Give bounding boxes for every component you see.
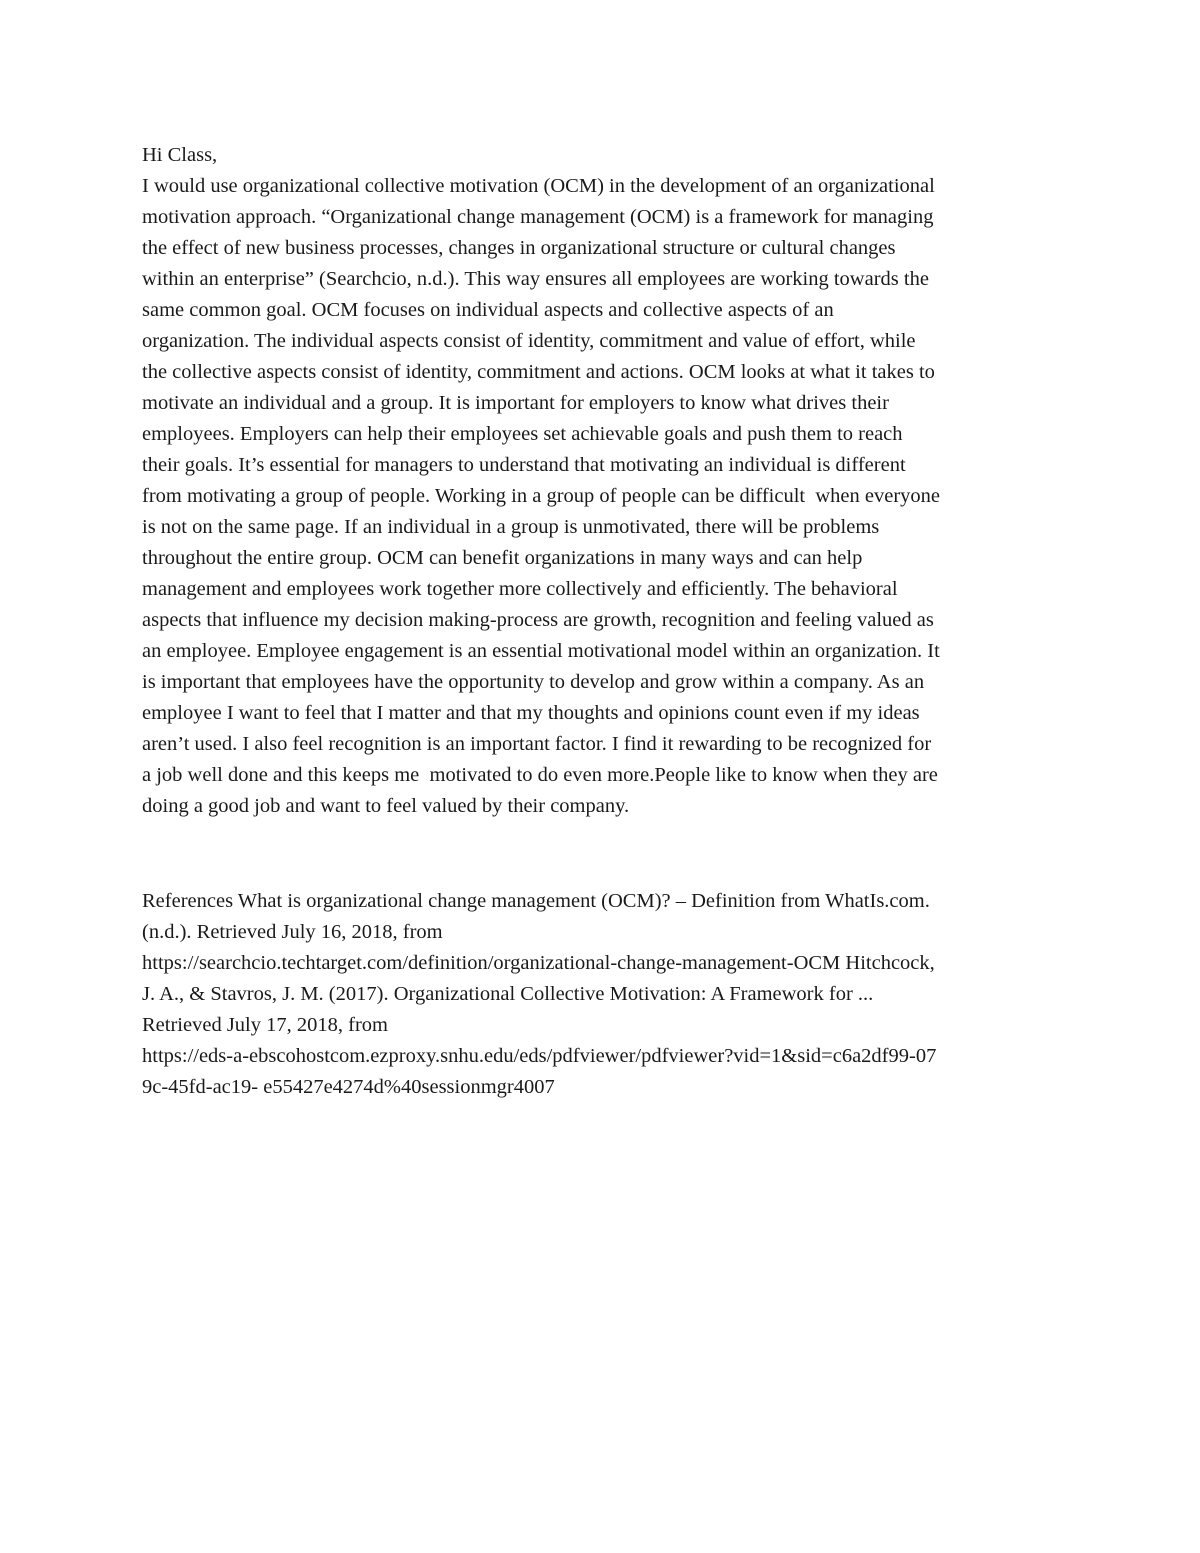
body-line: management and employees work together more collectively and efficiently. The behavioral (142, 578, 898, 600)
body-line: within an enterprise” (Searchcio, n.d.). This way ensures all employees are working towards the (142, 268, 929, 290)
discussion-post-body (142, 140, 1072, 822)
body-line: aspects that influence my decision making-process are growth, recognition and feeling valued as (142, 609, 934, 631)
greeting-line: Hi Class, (142, 144, 218, 166)
reference-line: J. A., & Stavros, J. M. (2017). Organizational Collective Motivation: A Framework for ... (142, 983, 874, 1005)
references-section (142, 886, 1072, 1103)
body-line: motivate an individual and a group. It is important for employers to know what drives their (142, 392, 889, 414)
body-line: aren’t used. I also feel recognition is an important factor. I find it rewarding to be recognized for (142, 733, 932, 755)
reference-url-line: https://eds-a-ebscohostcom.ezproxy.snhu.edu/eds/pdfviewer/pdfviewer?vid=1&sid=c6a2df99-07 (142, 1045, 937, 1067)
body-line: an employee. Employee engagement is an essential motivational model within an organization. It (142, 640, 940, 662)
body-line: the effect of new business processes, changes in organizational structure or cultural changes (142, 237, 896, 259)
body-line: employee I want to feel that I matter and that my thoughts and opinions count even if my ideas (142, 702, 920, 724)
body-line: is not on the same page. If an individual in a group is unmotivated, there will be problems (142, 516, 880, 538)
reference-line: References What is organizational change management (OCM)? – Definition from WhatIs.com. (142, 890, 930, 912)
body-line: their goals. It’s essential for managers to understand that motivating an individual is different (142, 454, 906, 476)
reference-url-line: https://searchcio.techtarget.com/definition/organizational-change-management-OCM Hitchcock, (142, 952, 935, 974)
body-line: the collective aspects consist of identity, commitment and actions. OCM looks at what it takes to (142, 361, 935, 383)
body-line: same common goal. OCM focuses on individual aspects and collective aspects of an (142, 299, 834, 321)
body-line: a job well done and this keeps me motivated to do even more.People like to know when they are (142, 764, 938, 786)
body-line: is important that employees have the opportunity to develop and grow within a company. As an (142, 671, 925, 693)
reference-line: Retrieved July 17, 2018, from (142, 1014, 388, 1036)
body-line: from motivating a group of people. Working in a group of people can be difficult when everyone (142, 485, 941, 507)
body-line: employees. Employers can help their employees set achievable goals and push them to reach (142, 423, 903, 445)
body-line: throughout the entire group. OCM can benefit organizations in many ways and can help (142, 547, 863, 569)
body-line: organization. The individual aspects consist of identity, commitment and value of effort, while (142, 330, 916, 352)
body-line: I would use organizational collective motivation (OCM) in the development of an organizational (142, 175, 935, 197)
body-line: doing a good job and want to feel valued by their company. (142, 795, 630, 817)
reference-line: (n.d.). Retrieved July 16, 2018, from (142, 921, 443, 943)
body-line: motivation approach. “Organizational change management (OCM) is a framework for managing (142, 206, 934, 228)
reference-url-line: 9c-45fd-ac19- e55427e4274d%40sessionmgr4007 (142, 1076, 555, 1098)
